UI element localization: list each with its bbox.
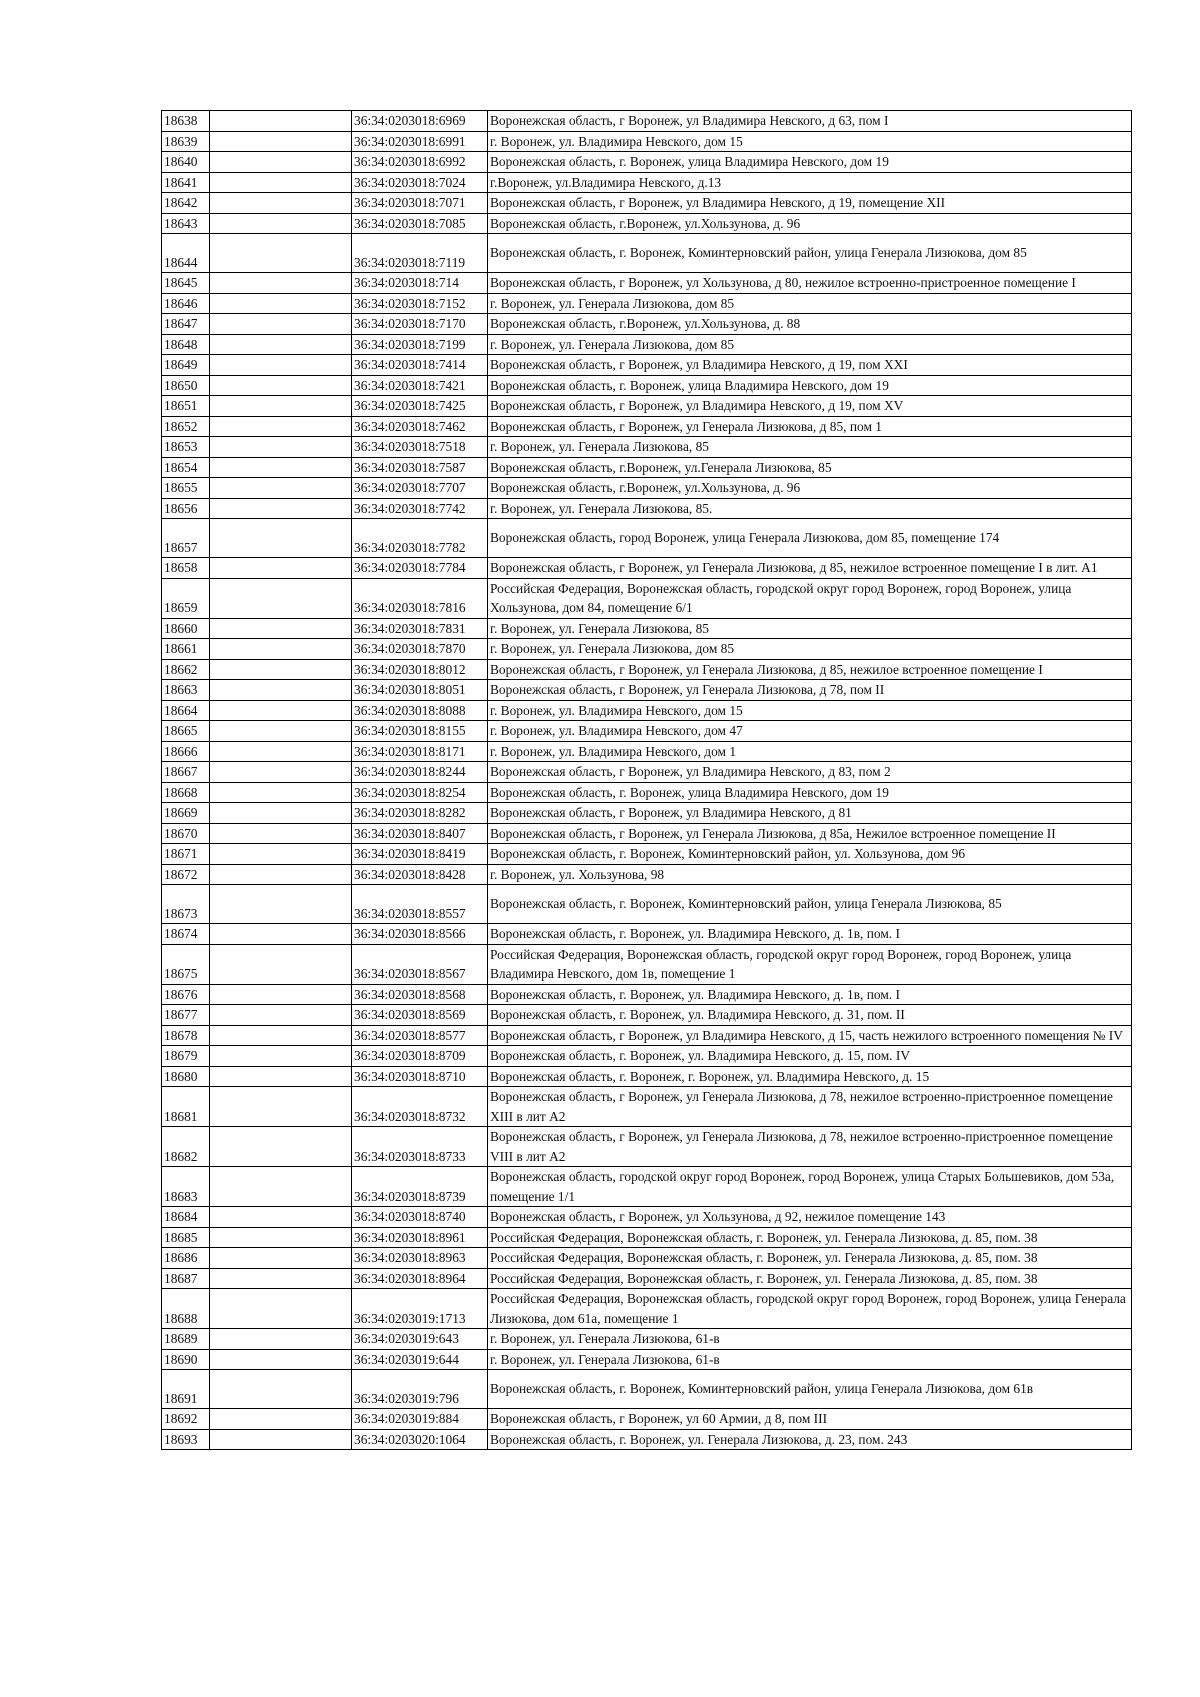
blank-cell	[210, 741, 352, 762]
table-row	[162, 803, 1132, 824]
cadastral-number-cell: 36:34:0203018:8961	[352, 1227, 488, 1248]
row-number-cell: 18648	[162, 334, 210, 355]
row-number-cell: 18691	[162, 1370, 210, 1409]
table-row	[162, 944, 1132, 984]
address-cell: Российская Федерация, Воронежская область, городской округ город Воронеж, город Воронеж, улица Хользунова, дом 84, помещение 6/1	[488, 578, 1132, 618]
table-row	[162, 1429, 1132, 1450]
address-cell: Воронежская область, г Воронеж, ул Генерала Лизюкова, д 85, нежилое встроенное помещение I	[488, 659, 1132, 680]
address-cell: г. Воронеж, ул. Владимира Невского, дом 1	[488, 741, 1132, 762]
address-cell: Российская Федерация, Воронежская область, г. Воронеж, ул. Генерала Лизюкова, д. 85, пом. 38	[488, 1227, 1132, 1248]
blank-cell	[210, 152, 352, 173]
table-row	[162, 885, 1132, 924]
row-number-cell: 18693	[162, 1429, 210, 1450]
address-cell: г. Воронеж, ул. Генерала Лизюкова, 85.	[488, 498, 1132, 519]
blank-cell	[210, 293, 352, 314]
row-number-cell: 18672	[162, 864, 210, 885]
table-row	[162, 700, 1132, 721]
blank-cell	[210, 1167, 352, 1207]
table-row	[162, 111, 1132, 132]
cadastral-number-cell: 36:34:0203018:6992	[352, 152, 488, 173]
row-number-cell: 18667	[162, 762, 210, 783]
table-row	[162, 1329, 1132, 1350]
address-cell: Воронежская область, г. Воронеж, ул. Генерала Лизюкова, д. 23, пом. 243	[488, 1429, 1132, 1450]
blank-cell	[210, 864, 352, 885]
blank-cell	[210, 924, 352, 945]
cadastral-number-cell: 36:34:0203018:7085	[352, 213, 488, 234]
blank-cell	[210, 782, 352, 803]
blank-cell	[210, 1329, 352, 1350]
row-number-cell: 18643	[162, 213, 210, 234]
address-cell: Воронежская область, г Воронеж, ул Владимира Невского, д 19, пом XV	[488, 396, 1132, 417]
blank-cell	[210, 478, 352, 499]
row-number-cell: 18669	[162, 803, 210, 824]
table-row	[162, 152, 1132, 173]
address-cell: Российская Федерация, Воронежская область, г. Воронеж, ул. Генерала Лизюкова, д. 85, пом. 38	[488, 1248, 1132, 1269]
cadastral-number-cell: 36:34:0203018:8964	[352, 1268, 488, 1289]
blank-cell	[210, 1409, 352, 1430]
table-row	[162, 213, 1132, 234]
table-row	[162, 823, 1132, 844]
cadastral-number-cell: 36:34:0203018:7421	[352, 375, 488, 396]
table-row	[162, 314, 1132, 335]
cadastral-number-cell: 36:34:0203018:8963	[352, 1248, 488, 1269]
blank-cell	[210, 111, 352, 132]
blank-cell	[210, 659, 352, 680]
row-number-cell: 18652	[162, 416, 210, 437]
address-cell: Воронежская область, городской округ город Воронеж, город Воронеж, улица Старых Большевиков, дом 53а, помещение 1/1	[488, 1167, 1132, 1207]
address-cell: г. Воронеж, ул. Генерала Лизюкова, 61-в	[488, 1349, 1132, 1370]
blank-cell	[210, 334, 352, 355]
cadastral-number-cell: 36:34:0203018:8282	[352, 803, 488, 824]
table-row	[162, 478, 1132, 499]
table-row	[162, 457, 1132, 478]
table-row	[162, 618, 1132, 639]
row-number-cell: 18647	[162, 314, 210, 335]
blank-cell	[210, 1046, 352, 1067]
blank-cell	[210, 437, 352, 458]
address-cell: Воронежская область, г Воронеж, ул Генерала Лизюкова, д 85, пом 1	[488, 416, 1132, 437]
table-row	[162, 844, 1132, 865]
cadastral-number-cell: 36:34:0203018:8710	[352, 1066, 488, 1087]
address-cell: г. Воронеж, ул. Генерала Лизюкова, дом 85	[488, 293, 1132, 314]
cadastral-number-cell: 36:34:0203018:7587	[352, 457, 488, 478]
blank-cell	[210, 984, 352, 1005]
table-row	[162, 416, 1132, 437]
address-cell: Воронежская область, г. Воронеж, улица Владимира Невского, дом 19	[488, 375, 1132, 396]
address-cell: Воронежская область, г Воронеж, ул Генерала Лизюкова, д 78, нежилое встроенно-пристроенное помещение VIII в лит А2	[488, 1127, 1132, 1167]
row-number-cell: 18656	[162, 498, 210, 519]
cadastral-number-cell: 36:34:0203018:8569	[352, 1005, 488, 1026]
cadastral-number-cell: 36:34:0203018:8088	[352, 700, 488, 721]
cadastral-number-cell: 36:34:0203018:6969	[352, 111, 488, 132]
row-number-cell: 18653	[162, 437, 210, 458]
table-row	[162, 659, 1132, 680]
cadastral-number-cell: 36:34:0203018:8740	[352, 1207, 488, 1228]
table-row	[162, 131, 1132, 152]
address-cell: г. Воронеж, ул. Генерала Лизюкова, дом 85	[488, 334, 1132, 355]
blank-cell	[210, 416, 352, 437]
row-number-cell: 18657	[162, 519, 210, 558]
blank-cell	[210, 131, 352, 152]
table-row	[162, 924, 1132, 945]
table-row	[162, 1066, 1132, 1087]
blank-cell	[210, 721, 352, 742]
address-cell: Воронежская область, г. Воронеж, ул. Владимира Невского, д. 1в, пом. I	[488, 924, 1132, 945]
blank-cell	[210, 844, 352, 865]
blank-cell	[210, 803, 352, 824]
row-number-cell: 18674	[162, 924, 210, 945]
cadastral-number-cell: 36:34:0203018:8254	[352, 782, 488, 803]
address-cell: г. Воронеж, ул. Хользунова, 98	[488, 864, 1132, 885]
blank-cell	[210, 1087, 352, 1127]
table-row	[162, 762, 1132, 783]
blank-cell	[210, 519, 352, 558]
address-cell: г. Воронеж, ул. Генерала Лизюкова, 85	[488, 437, 1132, 458]
row-number-cell: 18676	[162, 984, 210, 1005]
address-cell: Воронежская область, г Воронеж, ул Генерала Лизюкова, д 78, пом II	[488, 680, 1132, 701]
address-cell: Воронежская область, г. Воронеж, Коминтерновский район, улица Генерала Лизюкова, дом 85	[488, 234, 1132, 273]
cadastral-number-cell: 36:34:0203018:7707	[352, 478, 488, 499]
blank-cell	[210, 498, 352, 519]
address-cell: Воронежская область, г. Воронеж, Коминтерновский район, ул. Хользунова, дом 96	[488, 844, 1132, 865]
blank-cell	[210, 1370, 352, 1409]
row-number-cell: 18650	[162, 375, 210, 396]
cadastral-number-cell: 36:34:0203018:7784	[352, 558, 488, 579]
cadastral-number-cell: 36:34:0203018:714	[352, 273, 488, 294]
table-row	[162, 193, 1132, 214]
cadastral-number-cell: 36:34:0203018:7782	[352, 519, 488, 558]
address-cell: Российская Федерация, Воронежская область, г. Воронеж, ул. Генерала Лизюкова, д. 85, пом. 38	[488, 1268, 1132, 1289]
address-cell: Воронежская область, г. Воронеж, ул. Владимира Невского, д. 15, пом. IV	[488, 1046, 1132, 1067]
address-cell: Воронежская область, г Воронеж, ул Владимира Невского, д 19, помещение XII	[488, 193, 1132, 214]
row-number-cell: 18682	[162, 1127, 210, 1167]
address-cell: г.Воронеж, ул.Владимира Невского, д.13	[488, 172, 1132, 193]
table-row	[162, 1227, 1132, 1248]
row-number-cell: 18685	[162, 1227, 210, 1248]
address-cell: г. Воронеж, ул. Генерала Лизюкова, дом 85	[488, 639, 1132, 660]
row-number-cell: 18683	[162, 1167, 210, 1207]
address-cell: Воронежская область, г.Воронеж, ул.Хользунова, д. 96	[488, 478, 1132, 499]
row-number-cell: 18677	[162, 1005, 210, 1026]
row-number-cell: 18658	[162, 558, 210, 579]
cadastral-number-cell: 36:34:0203019:644	[352, 1349, 488, 1370]
address-cell: г. Воронеж, ул. Генерала Лизюкова, 85	[488, 618, 1132, 639]
table-row	[162, 1409, 1132, 1430]
address-cell: Воронежская область, г Воронеж, ул 60 Армии, д 8, пом III	[488, 1409, 1132, 1430]
table-row	[162, 334, 1132, 355]
blank-cell	[210, 1127, 352, 1167]
address-cell: г. Воронеж, ул. Владимира Невского, дом 15	[488, 700, 1132, 721]
cadastral-number-cell: 36:34:0203018:8733	[352, 1127, 488, 1167]
row-number-cell: 18675	[162, 944, 210, 984]
cadastral-number-cell: 36:34:0203018:8419	[352, 844, 488, 865]
row-number-cell: 18680	[162, 1066, 210, 1087]
cadastral-number-cell: 36:34:0203018:8566	[352, 924, 488, 945]
blank-cell	[210, 1066, 352, 1087]
address-cell: Воронежская область, г. Воронеж, улица Владимира Невского, дом 19	[488, 152, 1132, 173]
address-cell: Воронежская область, г Воронеж, ул Владимира Невского, д 19, пом XXI	[488, 355, 1132, 376]
address-cell: г. Воронеж, ул. Владимира Невского, дом 47	[488, 721, 1132, 742]
blank-cell	[210, 1248, 352, 1269]
address-cell: Воронежская область, г. Воронеж, ул. Владимира Невского, д. 31, пом. II	[488, 1005, 1132, 1026]
table-row	[162, 273, 1132, 294]
row-number-cell: 18670	[162, 823, 210, 844]
cadastral-number-cell: 36:34:0203018:8244	[352, 762, 488, 783]
cadastral-number-cell: 36:34:0203018:8155	[352, 721, 488, 742]
cadastral-number-cell: 36:34:0203019:643	[352, 1329, 488, 1350]
cadastral-number-cell: 36:34:0203018:7024	[352, 172, 488, 193]
address-cell: Воронежская область, г Воронеж, ул Хользунова, д 92, нежилое помещение 143	[488, 1207, 1132, 1228]
blank-cell	[210, 1289, 352, 1329]
blank-cell	[210, 558, 352, 579]
row-number-cell: 18692	[162, 1409, 210, 1430]
blank-cell	[210, 885, 352, 924]
cadastral-number-cell: 36:34:0203018:7831	[352, 618, 488, 639]
cadastral-number-cell: 36:34:0203018:7199	[352, 334, 488, 355]
blank-cell	[210, 1207, 352, 1228]
blank-cell	[210, 578, 352, 618]
table-row	[162, 1046, 1132, 1067]
table-row	[162, 1167, 1132, 1207]
cadastral-number-cell: 36:34:0203018:8407	[352, 823, 488, 844]
table-row	[162, 782, 1132, 803]
blank-cell	[210, 396, 352, 417]
table-row	[162, 437, 1132, 458]
blank-cell	[210, 618, 352, 639]
table-row	[162, 234, 1132, 273]
table-row	[162, 1268, 1132, 1289]
address-cell: Воронежская область, г.Воронеж, ул.Хользунова, д. 96	[488, 213, 1132, 234]
address-cell: Воронежская область, г. Воронеж, Коминтерновский район, улица Генерала Лизюкова, дом 61в	[488, 1370, 1132, 1409]
row-number-cell: 18654	[162, 457, 210, 478]
blank-cell	[210, 1429, 352, 1450]
address-cell: Воронежская область, г.Воронеж, ул.Генерала Лизюкова, 85	[488, 457, 1132, 478]
row-number-cell: 18681	[162, 1087, 210, 1127]
address-cell: Российская Федерация, Воронежская область, городской округ город Воронеж, город Воронеж, улица Владимира Невского, дом 1в, помещение 1	[488, 944, 1132, 984]
address-cell: Воронежская область, г.Воронеж, ул.Хользунова, д. 88	[488, 314, 1132, 335]
table-row	[162, 355, 1132, 376]
cadastral-number-cell: 36:34:0203018:7170	[352, 314, 488, 335]
blank-cell	[210, 1227, 352, 1248]
table-row	[162, 578, 1132, 618]
row-number-cell: 18661	[162, 639, 210, 660]
cadastral-number-cell: 36:34:0203018:8557	[352, 885, 488, 924]
blank-cell	[210, 639, 352, 660]
cadastral-number-cell: 36:34:0203018:8568	[352, 984, 488, 1005]
cadastral-number-cell: 36:34:0203018:7425	[352, 396, 488, 417]
table-row	[162, 1289, 1132, 1329]
address-cell: Воронежская область, г. Воронеж, улица Владимира Невского, дом 19	[488, 782, 1132, 803]
blank-cell	[210, 314, 352, 335]
row-number-cell: 18684	[162, 1207, 210, 1228]
blank-cell	[210, 1005, 352, 1026]
table-row	[162, 680, 1132, 701]
address-cell: Воронежская область, г Воронеж, ул Генерала Лизюкова, д 78, нежилое встроенно-пристроенное помещение XIII в лит А2	[488, 1087, 1132, 1127]
blank-cell	[210, 700, 352, 721]
cadastral-number-cell: 36:34:0203018:6991	[352, 131, 488, 152]
cadastral-number-cell: 36:34:0203018:8567	[352, 944, 488, 984]
cadastral-number-cell: 36:34:0203018:7742	[352, 498, 488, 519]
table-row	[162, 1127, 1132, 1167]
row-number-cell: 18655	[162, 478, 210, 499]
cadastral-number-cell: 36:34:0203018:8051	[352, 680, 488, 701]
row-number-cell: 18687	[162, 1268, 210, 1289]
row-number-cell: 18673	[162, 885, 210, 924]
row-number-cell: 18690	[162, 1349, 210, 1370]
table-row	[162, 1005, 1132, 1026]
blank-cell	[210, 375, 352, 396]
row-number-cell: 18688	[162, 1289, 210, 1329]
row-number-cell: 18644	[162, 234, 210, 273]
address-cell: Воронежская область, г Воронеж, ул Владимира Невского, д 63, пом I	[488, 111, 1132, 132]
blank-cell	[210, 273, 352, 294]
row-number-cell: 18678	[162, 1025, 210, 1046]
row-number-cell: 18665	[162, 721, 210, 742]
row-number-cell: 18659	[162, 578, 210, 618]
cadastral-number-cell: 36:34:0203018:8171	[352, 741, 488, 762]
address-cell: Воронежская область, г Воронеж, ул Владимира Невского, д 15, часть нежилого встроенного помещения № IV	[488, 1025, 1132, 1046]
row-number-cell: 18671	[162, 844, 210, 865]
table-row	[162, 375, 1132, 396]
row-number-cell: 18646	[162, 293, 210, 314]
cadastral-number-cell: 36:34:0203018:8709	[352, 1046, 488, 1067]
cadastral-number-cell: 36:34:0203018:7816	[352, 578, 488, 618]
blank-cell	[210, 213, 352, 234]
row-number-cell: 18668	[162, 782, 210, 803]
row-number-cell: 18640	[162, 152, 210, 173]
address-cell: Воронежская область, г. Воронеж, ул. Владимира Невского, д. 1в, пом. I	[488, 984, 1132, 1005]
table-row	[162, 1248, 1132, 1269]
cadastral-number-cell: 36:34:0203018:8012	[352, 659, 488, 680]
cadastral-number-cell: 36:34:0203018:7152	[352, 293, 488, 314]
address-cell: Воронежская область, г. Воронеж, г. Воронеж, ул. Владимира Невского, д. 15	[488, 1066, 1132, 1087]
address-cell: Воронежская область, г Воронеж, ул Владимира Невского, д 83, пом 2	[488, 762, 1132, 783]
blank-cell	[210, 823, 352, 844]
cadastral-number-cell: 36:34:0203020:1064	[352, 1429, 488, 1450]
row-number-cell: 18664	[162, 700, 210, 721]
row-number-cell: 18651	[162, 396, 210, 417]
blank-cell	[210, 172, 352, 193]
blank-cell	[210, 762, 352, 783]
blank-cell	[210, 680, 352, 701]
blank-cell	[210, 1349, 352, 1370]
cadastral-register-table	[161, 110, 1132, 1450]
address-cell: г. Воронеж, ул. Генерала Лизюкова, 61-в	[488, 1329, 1132, 1350]
row-number-cell: 18649	[162, 355, 210, 376]
table-row	[162, 1370, 1132, 1409]
row-number-cell: 18642	[162, 193, 210, 214]
row-number-cell: 18686	[162, 1248, 210, 1269]
blank-cell	[210, 193, 352, 214]
row-number-cell: 18660	[162, 618, 210, 639]
cadastral-number-cell: 36:34:0203018:8428	[352, 864, 488, 885]
table-row	[162, 558, 1132, 579]
cadastral-number-cell: 36:34:0203018:7071	[352, 193, 488, 214]
table-row	[162, 396, 1132, 417]
blank-cell	[210, 457, 352, 478]
table-row	[162, 864, 1132, 885]
address-cell: Российская Федерация, Воронежская область, городской округ город Воронеж, город Воронеж, улица Генерала Лизюкова, дом 61а, помещение 1	[488, 1289, 1132, 1329]
blank-cell	[210, 355, 352, 376]
cadastral-number-cell: 36:34:0203019:796	[352, 1370, 488, 1409]
cadastral-number-cell: 36:34:0203018:7462	[352, 416, 488, 437]
row-number-cell: 18645	[162, 273, 210, 294]
table-row	[162, 741, 1132, 762]
row-number-cell: 18662	[162, 659, 210, 680]
row-number-cell: 18679	[162, 1046, 210, 1067]
table-row	[162, 1025, 1132, 1046]
address-cell: г. Воронеж, ул. Владимира Невского, дом 15	[488, 131, 1132, 152]
cadastral-number-cell: 36:34:0203019:884	[352, 1409, 488, 1430]
cadastral-number-cell: 36:34:0203018:8732	[352, 1087, 488, 1127]
blank-cell	[210, 1025, 352, 1046]
table-row	[162, 293, 1132, 314]
table-row	[162, 498, 1132, 519]
cadastral-number-cell: 36:34:0203018:7518	[352, 437, 488, 458]
address-cell: Воронежская область, г Воронеж, ул Владимира Невского, д 81	[488, 803, 1132, 824]
row-number-cell: 18689	[162, 1329, 210, 1350]
table-row	[162, 639, 1132, 660]
table-row	[162, 721, 1132, 742]
blank-cell	[210, 234, 352, 273]
cadastral-number-cell: 36:34:0203018:7870	[352, 639, 488, 660]
address-cell: Воронежская область, г. Воронеж, Коминтерновский район, улица Генерала Лизюкова, 85	[488, 885, 1132, 924]
table-row	[162, 1087, 1132, 1127]
cadastral-number-cell: 36:34:0203018:8577	[352, 1025, 488, 1046]
address-cell: Воронежская область, г Воронеж, ул Генерала Лизюкова, д 85, нежилое встроенное помещение I в лит. А1	[488, 558, 1132, 579]
row-number-cell: 18663	[162, 680, 210, 701]
cadastral-number-cell: 36:34:0203018:7119	[352, 234, 488, 273]
row-number-cell: 18638	[162, 111, 210, 132]
address-cell: Воронежская область, г Воронеж, ул Хользунова, д 80, нежилое встроенно-пристроенное помещение I	[488, 273, 1132, 294]
row-number-cell: 18666	[162, 741, 210, 762]
blank-cell	[210, 944, 352, 984]
address-cell: Воронежская область, город Воронеж, улица Генерала Лизюкова, дом 85, помещение 174	[488, 519, 1132, 558]
table-row	[162, 984, 1132, 1005]
cadastral-number-cell: 36:34:0203019:1713	[352, 1289, 488, 1329]
table-row	[162, 1349, 1132, 1370]
register-table-body	[162, 111, 1132, 1450]
row-number-cell: 18641	[162, 172, 210, 193]
table-row	[162, 172, 1132, 193]
cadastral-number-cell: 36:34:0203018:8739	[352, 1167, 488, 1207]
blank-cell	[210, 1268, 352, 1289]
table-row	[162, 519, 1132, 558]
row-number-cell: 18639	[162, 131, 210, 152]
cadastral-number-cell: 36:34:0203018:7414	[352, 355, 488, 376]
address-cell: Воронежская область, г Воронеж, ул Генерала Лизюкова, д 85а, Нежилое встроенное помещение II	[488, 823, 1132, 844]
table-row	[162, 1207, 1132, 1228]
